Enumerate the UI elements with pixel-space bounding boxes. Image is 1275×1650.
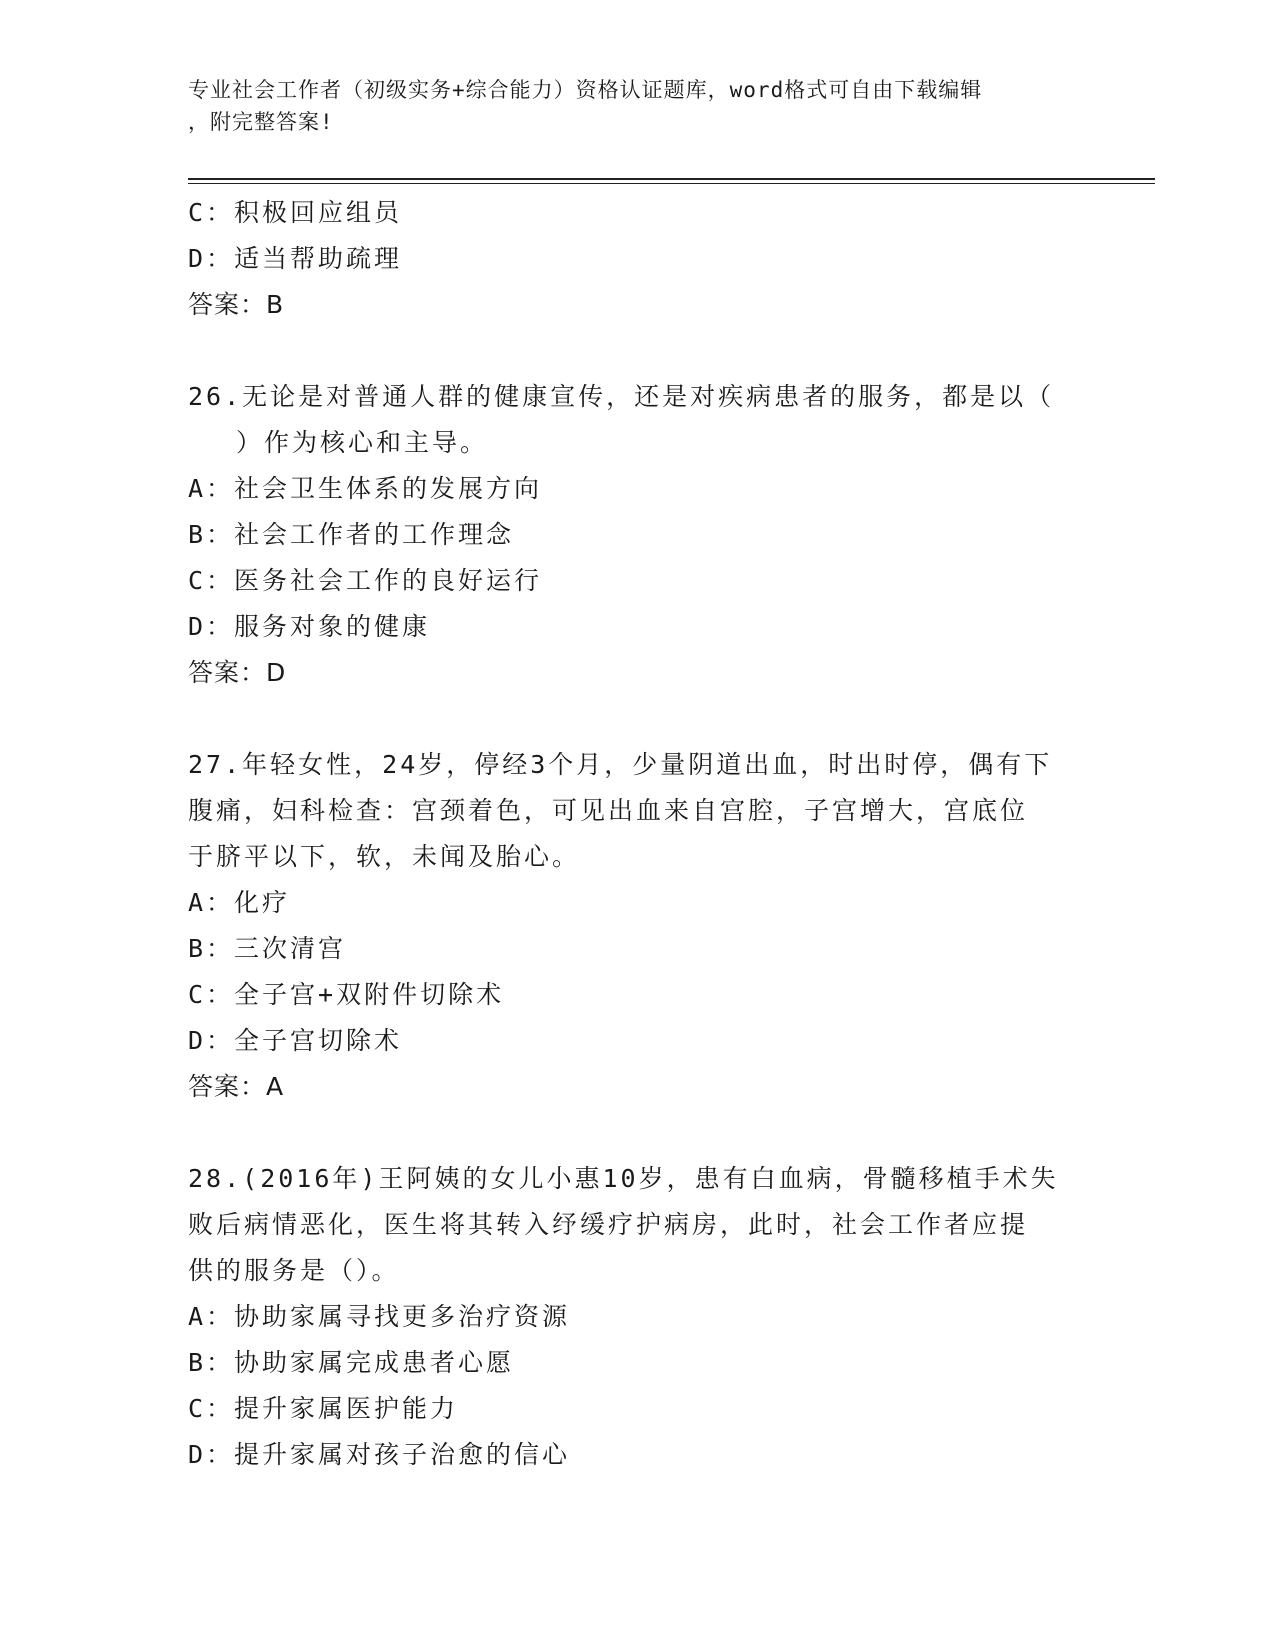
page-header xyxy=(188,74,1088,138)
question-stem-line: 26.无论是对普通人群的健康宣传，还是对疾病患者的服务，都是以（ xyxy=(188,382,1055,411)
option-c: C：全子宫+双附件切除术 xyxy=(188,980,505,1009)
option-c: C：提升家属医护能力 xyxy=(188,1394,459,1423)
option-a: A：协助家属寻找更多治疗资源 xyxy=(188,1302,571,1331)
option-d: D：服务对象的健康 xyxy=(188,612,431,641)
question-28 xyxy=(188,1156,1088,1478)
option-b: B：三次清宫 xyxy=(188,934,347,963)
option-a: A：社会卫生体系的发展方向 xyxy=(188,474,543,503)
header-title-line-1: 专业社会工作者（初级实务+综合能力）资格认证题库，word格式可自由下载编辑 xyxy=(188,78,983,102)
question-content xyxy=(188,190,1088,1478)
option-b: B：社会工作者的工作理念 xyxy=(188,520,515,549)
header-title-line-2: ，附完整答案! xyxy=(188,110,334,134)
header-divider-thick xyxy=(188,178,1155,180)
question-spacer xyxy=(188,696,1088,742)
question-stem-line: 27.年轻女性，24岁，停经3个月，少量阴道出血，时出时停，偶有下 xyxy=(188,750,1053,779)
question-stem-line: 败后病情恶化，医生将其转入纾缓疗护病房，此时，社会工作者应提 xyxy=(188,1210,1029,1239)
option-c: C：积极回应组员 xyxy=(188,198,403,227)
question-stem-line: 腹痛，妇科检查：宫颈着色，可见出血来自宫腔，子宫增大，宫底位 xyxy=(188,796,1029,825)
question-stem-line: 28.(2016年)王阿姨的女儿小惠10岁，患有白血病，骨髓移植手术失 xyxy=(188,1164,1059,1193)
option-b: B：协助家属完成患者心愿 xyxy=(188,1348,515,1377)
option-a: A：化疗 xyxy=(188,888,291,917)
question-stem-line: 于脐平以下，软，未闻及胎心。 xyxy=(188,842,581,871)
question-stem-line: 供的服务是（）。 xyxy=(188,1256,400,1285)
question-26 xyxy=(188,374,1088,696)
header-divider-thin xyxy=(188,183,1155,184)
option-d: D：提升家属对孩子治愈的信心 xyxy=(188,1440,571,1469)
option-d: D：适当帮助疏理 xyxy=(188,244,403,273)
answer-line: 答案：A xyxy=(188,1072,285,1101)
option-c: C：医务社会工作的良好运行 xyxy=(188,566,543,595)
option-d: D：全子宫切除术 xyxy=(188,1026,403,1055)
question-stem-line: ）作为核心和主导。 xyxy=(236,428,489,457)
answer-line: 答案：B xyxy=(188,290,285,319)
answer-line: 答案：D xyxy=(188,658,287,687)
question-25-tail xyxy=(188,190,1088,328)
question-27 xyxy=(188,742,1088,1110)
question-spacer xyxy=(188,1110,1088,1156)
question-spacer xyxy=(188,328,1088,374)
